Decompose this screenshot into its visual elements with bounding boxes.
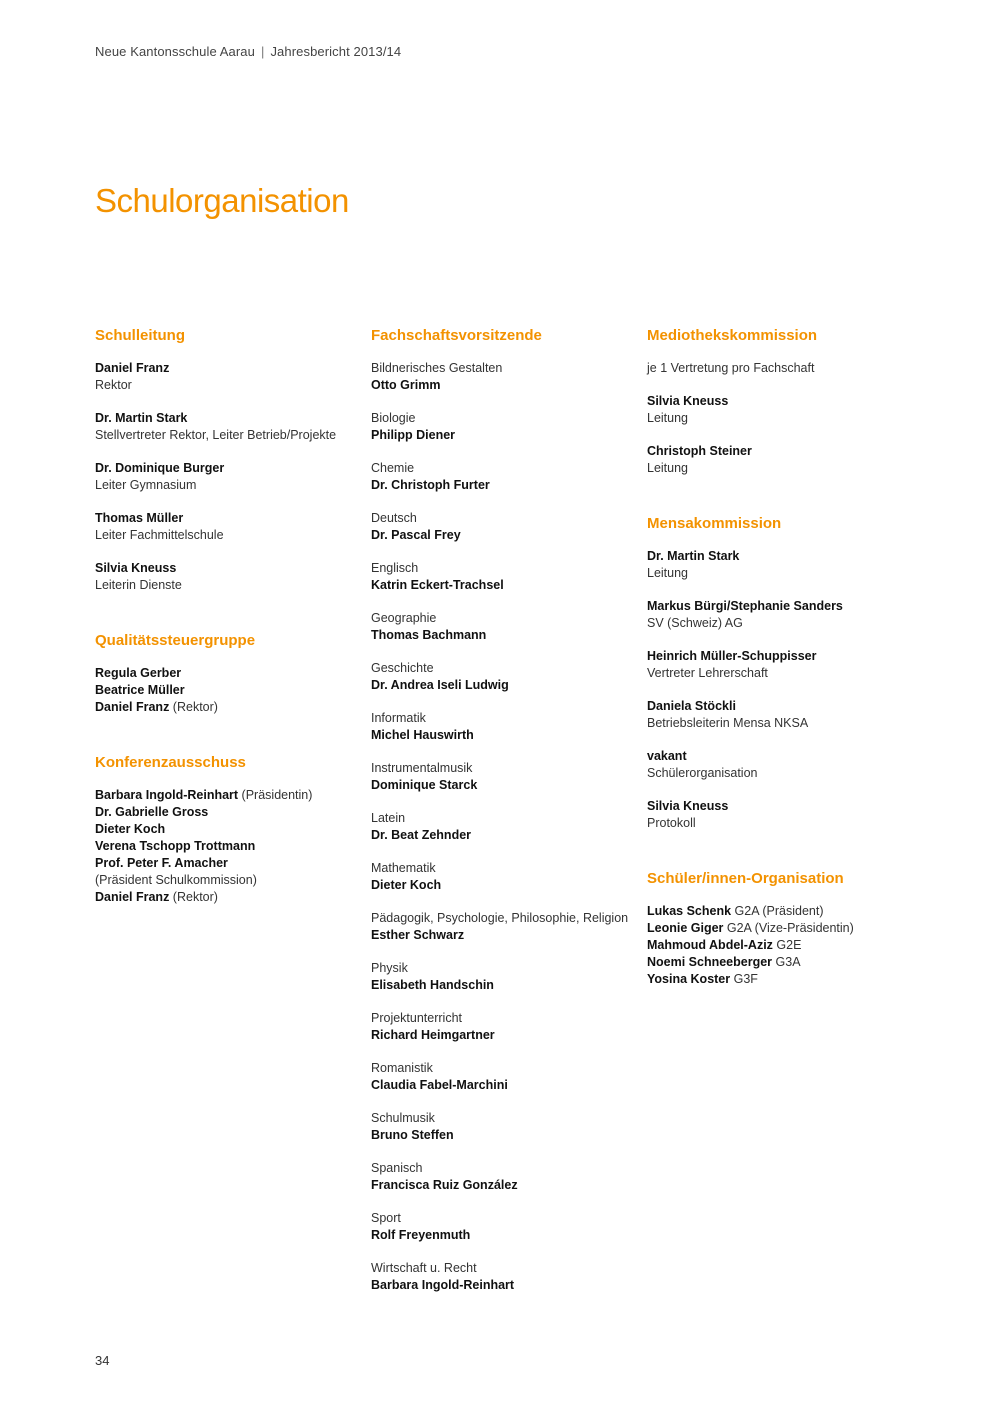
section-schueler-organisation xyxy=(647,869,912,988)
subject-label: Geschichte xyxy=(371,661,434,675)
fachschaft-entry xyxy=(371,460,636,494)
member-note: G2A (Präsident) xyxy=(731,904,824,918)
subject-label: Biologie xyxy=(371,411,416,425)
fachschaft-entry xyxy=(371,1160,636,1194)
member-name: Dr. Pascal Frey xyxy=(371,528,461,542)
section-qualitaetssteuergruppe xyxy=(95,631,360,716)
member-name: Markus Bürgi/Stephanie Sanders xyxy=(647,599,843,613)
list-line xyxy=(647,920,912,937)
fachschaft-entry xyxy=(371,760,636,794)
subject-label: Pädagogik, Psychologie, Philosophie, Religion xyxy=(371,911,629,925)
column-right xyxy=(647,326,912,988)
page-title: Schulorganisation xyxy=(95,182,349,219)
member-entry xyxy=(647,748,912,782)
fachschaft-entry xyxy=(371,660,636,694)
fachschaft-entry xyxy=(371,610,636,644)
member-name: Dr. Christoph Furter xyxy=(371,478,490,492)
page-number: 34 xyxy=(95,1353,110,1368)
header-school: Neue Kantonsschule Aarau xyxy=(95,44,255,59)
running-header xyxy=(95,44,401,59)
qualitaet-list xyxy=(95,665,360,716)
member-name: Thomas Müller xyxy=(95,511,184,525)
list-line xyxy=(95,804,360,821)
member-role: Leitung xyxy=(647,566,689,580)
member-name: Leonie Giger xyxy=(647,921,724,935)
member-role: Schülerorganisation xyxy=(647,766,758,780)
mediothek-intro: je 1 Vertretung pro Fachschaft xyxy=(647,361,815,375)
member-role: Stellvertreter Rektor, Leiter Betrieb/Projekte xyxy=(95,428,337,442)
member-name: Yosina Koster xyxy=(647,972,731,986)
member-role: Leiter Fachmittelschule xyxy=(95,528,224,542)
list-line xyxy=(647,937,912,954)
schulleitung-list xyxy=(95,360,360,594)
member-note: G3F xyxy=(730,972,758,986)
member-name: Dr. Gabrielle Gross xyxy=(95,805,209,819)
section-title-qualitaet: Qualitätssteuergruppe xyxy=(95,632,256,649)
subject-label: Physik xyxy=(371,961,408,975)
member-entry xyxy=(647,698,912,732)
list-line xyxy=(95,665,360,682)
member-name: Barbara Ingold-Reinhart xyxy=(95,788,239,802)
member-entry xyxy=(647,598,912,632)
subject-label: Romanistik xyxy=(371,1061,433,1075)
section-schulleitung xyxy=(95,326,360,594)
member-name: Elisabeth Handschin xyxy=(371,978,494,992)
fachschaft-entry xyxy=(371,810,636,844)
fachschaften-list xyxy=(371,360,636,1294)
member-name: vakant xyxy=(647,749,687,763)
member-entry xyxy=(95,360,360,394)
member-name: Francisca Ruiz González xyxy=(371,1178,518,1192)
fachschaft-entry xyxy=(371,1210,636,1244)
member-role: Rektor xyxy=(95,378,132,392)
member-name: Bruno Steffen xyxy=(371,1128,454,1142)
member-name: Prof. Peter F. Amacher xyxy=(95,856,228,870)
member-name: Daniela Stöckli xyxy=(647,699,736,713)
member-entry xyxy=(95,410,360,444)
member-name: Dr. Andrea Iseli Ludwig xyxy=(371,678,509,692)
subject-label: Instrumentalmusik xyxy=(371,761,473,775)
member-name: Otto Grimm xyxy=(371,378,441,392)
fachschaft-entry xyxy=(371,1060,636,1094)
member-name: Noemi Schneeberger xyxy=(647,955,773,969)
section-title-fachschaften: Fachschaftsvorsitzende xyxy=(371,327,542,344)
member-note: G2E xyxy=(772,938,802,952)
member-role: Protokoll xyxy=(647,816,696,830)
member-role: Leitung xyxy=(647,461,689,475)
header-report: Jahresbericht 2013/14 xyxy=(270,44,402,59)
member-name: Richard Heimgartner xyxy=(371,1028,495,1042)
list-line xyxy=(95,855,360,872)
section-title-konferenz: Konferenzausschuss xyxy=(95,754,246,771)
subject-label: Deutsch xyxy=(371,511,417,525)
member-name: Silvia Kneuss xyxy=(647,799,729,813)
schueler-list xyxy=(647,903,912,988)
section-title-schueler: Schüler/innen-Organisation xyxy=(647,870,844,887)
member-name: Verena Tschopp Trottmann xyxy=(95,839,256,853)
member-name: Rolf Freyenmuth xyxy=(371,1228,471,1242)
mensa-list xyxy=(647,548,912,832)
member-name: Dr. Dominique Burger xyxy=(95,461,225,475)
member-name: Silvia Kneuss xyxy=(647,394,729,408)
konferenz-list xyxy=(95,787,360,906)
fachschaft-entry xyxy=(371,360,636,394)
list-line xyxy=(95,889,360,906)
member-note: (Präsident Schulkommission) xyxy=(95,873,257,887)
member-entry xyxy=(95,460,360,494)
list-line xyxy=(95,699,360,716)
member-note: (Rektor) xyxy=(169,700,218,714)
fachschaft-entry xyxy=(371,560,636,594)
fachschaft-entry xyxy=(371,910,636,944)
member-entry xyxy=(647,548,912,582)
member-role: Betriebsleiterin Mensa NKSA xyxy=(647,716,809,730)
member-name: Katrin Eckert-Trachsel xyxy=(371,578,504,592)
fachschaft-entry xyxy=(371,710,636,744)
member-name: Daniel Franz xyxy=(95,361,170,375)
fachschaft-entry xyxy=(371,1110,636,1144)
member-note: (Rektor) xyxy=(169,890,218,904)
section-title-mensa: Mensakommission xyxy=(647,515,782,532)
column-middle xyxy=(371,326,636,1294)
fachschaft-entry xyxy=(371,960,636,994)
member-role: Vertreter Lehrerschaft xyxy=(647,666,768,680)
list-line xyxy=(95,838,360,855)
fachschaft-entry xyxy=(371,1010,636,1044)
section-mediothekskommission xyxy=(647,326,912,477)
member-entry xyxy=(647,443,912,477)
column-left xyxy=(95,326,360,906)
member-name: Daniel Franz xyxy=(95,890,170,904)
member-name: Lukas Schenk xyxy=(647,904,732,918)
member-name: Barbara Ingold-Reinhart xyxy=(371,1278,515,1292)
member-name: Dr. Martin Stark xyxy=(647,549,740,563)
member-name: Dr. Martin Stark xyxy=(95,411,188,425)
member-entry xyxy=(647,393,912,427)
member-name: Silvia Kneuss xyxy=(95,561,177,575)
list-line xyxy=(95,821,360,838)
member-entry xyxy=(647,798,912,832)
subject-label: Schulmusik xyxy=(371,1111,435,1125)
subject-label: Projektunterricht xyxy=(371,1011,463,1025)
member-role: Leiterin Dienste xyxy=(95,578,182,592)
member-entry xyxy=(95,560,360,594)
member-entry xyxy=(95,510,360,544)
member-role: SV (Schweiz) AG xyxy=(647,616,743,630)
subject-label: Wirtschaft u. Recht xyxy=(371,1261,477,1275)
subject-label: Bildnerisches Gestalten xyxy=(371,361,503,375)
subject-label: Chemie xyxy=(371,461,415,475)
member-name: Michel Hauswirth xyxy=(371,728,474,742)
member-name: Christoph Steiner xyxy=(647,444,752,458)
list-line xyxy=(647,971,912,988)
fachschaft-entry xyxy=(371,1260,636,1294)
member-name: Heinrich Müller-Schuppisser xyxy=(647,649,817,663)
subject-label: Mathematik xyxy=(371,861,436,875)
member-note: (Präsidentin) xyxy=(238,788,313,802)
subject-label: Latein xyxy=(371,811,406,825)
list-line xyxy=(95,872,360,889)
member-name: Esther Schwarz xyxy=(371,928,465,942)
member-role: Leiter Gymnasium xyxy=(95,478,197,492)
list-line xyxy=(647,954,912,971)
section-title-schulleitung: Schulleitung xyxy=(95,327,185,344)
subject-label: Informatik xyxy=(371,711,426,725)
member-note: G3A xyxy=(772,955,801,969)
member-name: Regula Gerber xyxy=(95,666,182,680)
subject-label: Sport xyxy=(371,1211,401,1225)
subject-label: Englisch xyxy=(371,561,419,575)
mediothek-list xyxy=(647,360,912,477)
member-name: Dieter Koch xyxy=(371,878,442,892)
subject-label: Spanisch xyxy=(371,1161,423,1175)
member-name: Daniel Franz xyxy=(95,700,170,714)
fachschaft-entry xyxy=(371,410,636,444)
section-konferenzausschuss xyxy=(95,753,360,906)
header-separator: | xyxy=(260,44,265,59)
member-name: Dr. Beat Zehnder xyxy=(371,828,472,842)
member-name: Thomas Bachmann xyxy=(371,628,487,642)
list-line xyxy=(95,787,360,804)
member-name: Beatrice Müller xyxy=(95,683,185,697)
member-note: G2A (Vize-Präsidentin) xyxy=(723,921,854,935)
member-name: Dieter Koch xyxy=(95,822,166,836)
member-name: Claudia Fabel-Marchini xyxy=(371,1078,508,1092)
member-name: Dominique Starck xyxy=(371,778,478,792)
member-role: Leitung xyxy=(647,411,689,425)
section-title-mediothek: Mediothekskommission xyxy=(647,327,818,344)
member-name: Mahmoud Abdel-Aziz xyxy=(647,938,773,952)
section-fachschaftsvorsitzende xyxy=(371,326,636,1294)
list-line xyxy=(95,682,360,699)
list-line xyxy=(647,903,912,920)
fachschaft-entry xyxy=(371,860,636,894)
fachschaft-entry xyxy=(371,510,636,544)
member-entry xyxy=(647,648,912,682)
subject-label: Geographie xyxy=(371,611,437,625)
member-name: Philipp Diener xyxy=(371,428,456,442)
section-mensakommission xyxy=(647,514,912,832)
